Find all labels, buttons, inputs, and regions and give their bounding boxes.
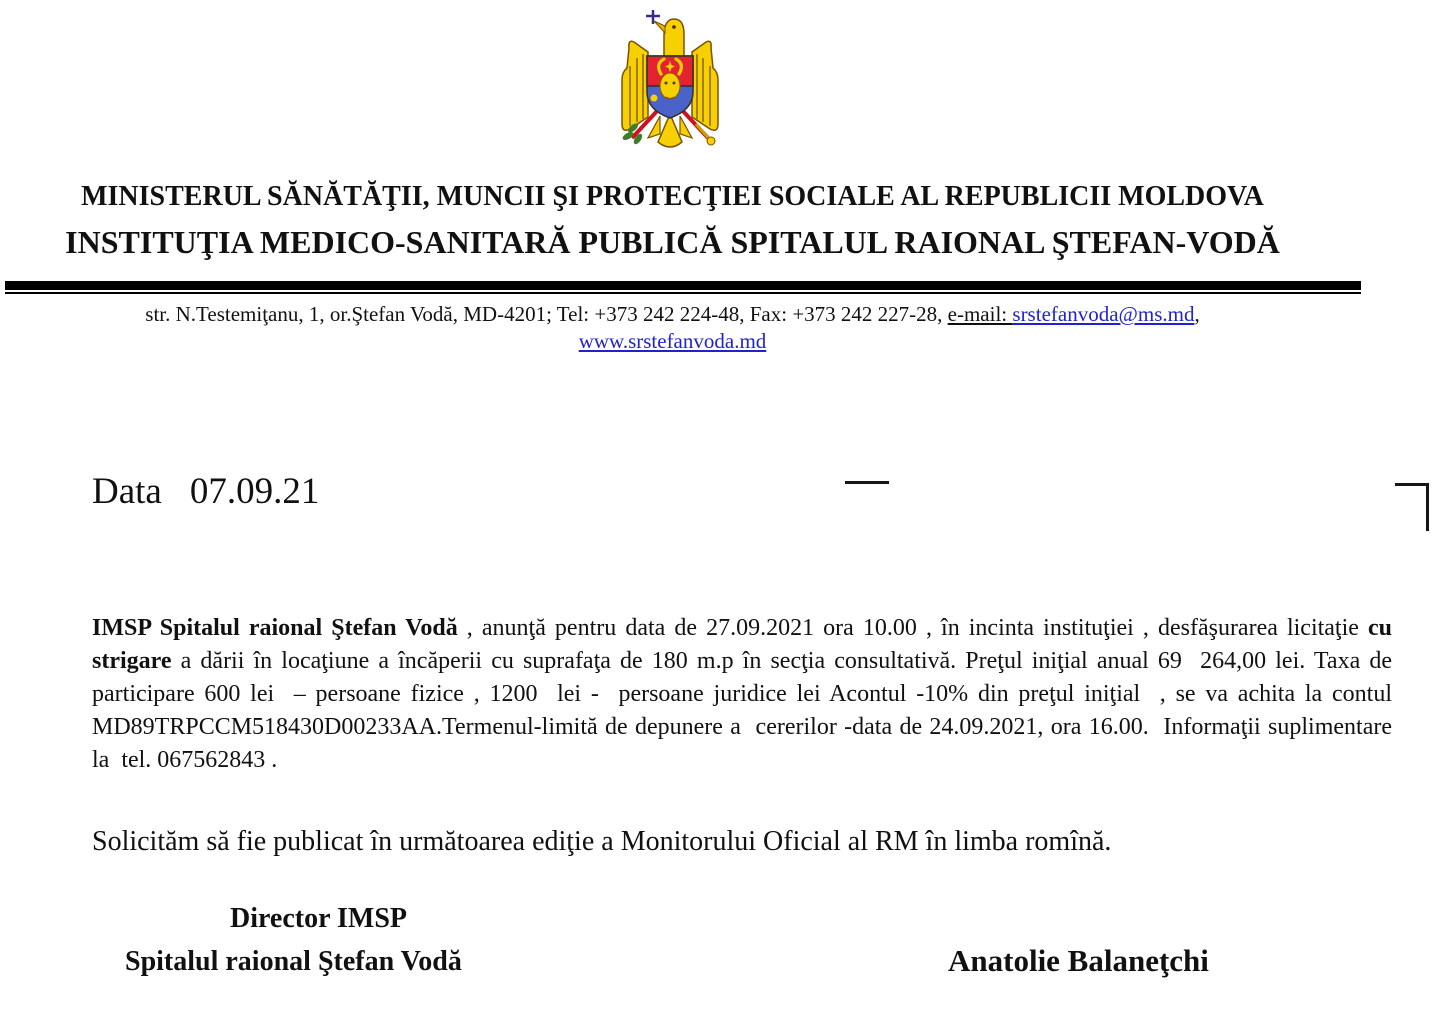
date-label: Data (92, 471, 162, 512)
email-label: e-mail: (947, 302, 1013, 326)
website-link[interactable]: www.srstefanvoda.md (578, 329, 767, 353)
address-text: str. N.Testemiţanu, 1, or.Ştefan Vodă, MD-4201; Tel: +373 242 224-48, Fax: +373 242 227-28, (145, 302, 948, 326)
divider-thin-bar (5, 292, 1361, 294)
moldova-coat-of-arms-icon (608, 6, 732, 154)
announcement-org-bold: IMSP Spitalul raional Ştefan Vodă (92, 615, 458, 641)
announcement-text-1: , anunţă pentru data de 27.09.2021 ora 10.00 , în incinta instituţiei , desfăşurarea licitaţie (457, 615, 1368, 641)
signature-name: Anatolie Balaneţchi (948, 943, 1209, 978)
announcement-text-2: a dării în locaţiune a încăperii cu suprafaţa de 180 m.p în secţia consultativă. Preţul iniţial anual 69 264,00 lei. Taxa de participare 600 lei – persoane fizice , 1200 lei - persoane juridice lei Acontul -10% din preţul iniţial , se va achita la contul MD89TRPCCM518430D00233AA.Termenul-limită de depunere a cererilor -data de 24.09.2021, ora 16.00. Informaţii suplimentare la tel. 067562843 . (92, 648, 1398, 773)
signature-title: Director IMSP (230, 903, 408, 934)
email-comma: , (1194, 302, 1200, 326)
publication-request-line: Solicităm să fie publicat în următoarea ediţie a Monitorului Oficial al RM în limba romînă. (92, 826, 1112, 857)
announcement-bold-cu-strigare: cu strigare (92, 615, 1398, 674)
divider-thick-bar (5, 281, 1361, 290)
website-line (0, 329, 1345, 354)
date-value: 07.09.21 (189, 471, 320, 512)
contact-line (0, 302, 1345, 327)
scan-mark-corner-horizontal (1395, 483, 1429, 486)
announcement-paragraph (92, 612, 1398, 777)
ministry-title: MINISTERUL SĂNĂTĂŢII, MUNCII ŞI PROTECŢIEI SOCIALE AL REPUBLICII MOLDOVA (81, 181, 1264, 212)
date-line (92, 470, 319, 513)
signature-organization: Spitalul raional Ştefan Vodă (125, 946, 462, 977)
scan-mark (845, 481, 889, 484)
scan-mark-corner-vertical (1426, 483, 1429, 531)
header-divider (5, 281, 1361, 294)
email-link[interactable]: srstefanvoda@ms.md (1012, 302, 1195, 326)
institution-title: INSTITUŢIA MEDICO-SANITARĂ PUBLICĂ SPITALUL RAIONAL ŞTEFAN-VODĂ (65, 224, 1280, 260)
